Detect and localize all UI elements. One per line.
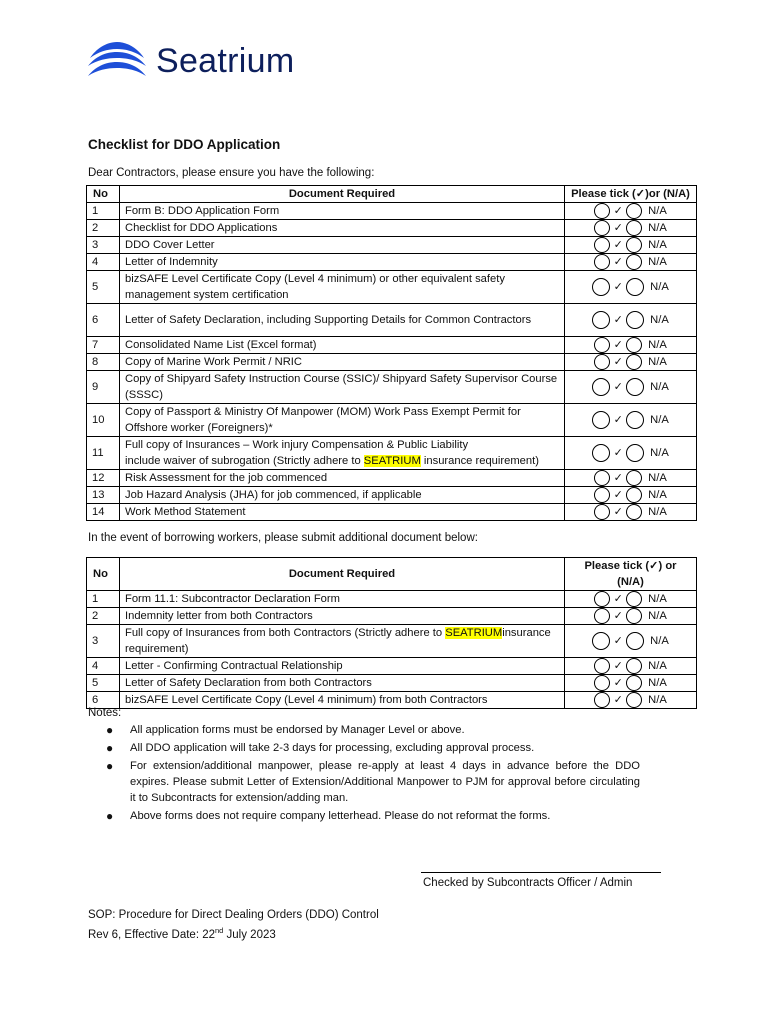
table-row	[87, 692, 697, 709]
na-circle-icon[interactable]	[626, 378, 644, 396]
document-required: Copy of Marine Work Permit / NRIC	[120, 354, 565, 371]
check-mark-icon: ✓	[613, 694, 623, 707]
check-mark-icon: ✓	[613, 472, 623, 485]
tick-circle-icon[interactable]	[594, 591, 610, 607]
check-mark-icon: ✓	[613, 381, 623, 394]
na-label: N/A	[648, 256, 667, 269]
na-label: N/A	[648, 593, 667, 606]
check-mark-icon: ✓	[613, 635, 623, 648]
check-mark-icon: ✓	[613, 610, 623, 623]
check-mark-icon: ✓	[613, 281, 623, 294]
na-label: N/A	[648, 472, 667, 485]
row-number: 4	[87, 658, 120, 675]
note-item: ● All application forms must be endorsed by Manager Level or above.	[106, 723, 465, 737]
bullet-icon: ●	[106, 759, 114, 773]
header-document: Document Required	[120, 558, 565, 591]
tick-options	[565, 271, 697, 304]
na-label: N/A	[650, 635, 669, 648]
tick-circle-icon[interactable]	[594, 337, 610, 353]
tick-circle-icon[interactable]	[594, 487, 610, 503]
document-required: Copy of Passport & Ministry Of Manpower (MOM) Work Pass Exempt Permit for Offshore worker (Foreigners)*	[120, 404, 565, 437]
table-row	[87, 254, 697, 271]
table-row	[87, 237, 697, 254]
document-required: Checklist for DDO Applications	[120, 220, 565, 237]
na-label: N/A	[648, 489, 667, 502]
check-mark-icon: ✓	[613, 506, 623, 519]
na-circle-icon[interactable]	[626, 632, 644, 650]
na-label: N/A	[648, 239, 667, 252]
bullet-icon: ●	[106, 723, 114, 737]
na-label: N/A	[648, 660, 667, 673]
na-circle-icon[interactable]	[626, 444, 644, 462]
tick-circle-icon[interactable]	[594, 608, 610, 624]
na-label: N/A	[650, 414, 669, 427]
row-number: 11	[87, 437, 120, 470]
tick-options	[565, 487, 697, 504]
table-row	[87, 675, 697, 692]
na-circle-icon[interactable]	[626, 337, 642, 353]
intro-text-2: In the event of borrowing workers, please submit additional document below:	[88, 532, 478, 544]
na-circle-icon[interactable]	[626, 237, 642, 253]
note-item: ● For extension/additional manpower, please re-apply at least 4 days in advance before the DDO expires. Please submit Letter of Extension/Additional Manpower to PJM for approval before circulating it to Subcontracts for extension/adding man.	[106, 759, 640, 804]
tick-circle-icon[interactable]	[592, 632, 610, 650]
table-row	[87, 608, 697, 625]
na-circle-icon[interactable]	[626, 254, 642, 270]
document-required: Letter of Safety Declaration, including Supporting Details for Common Contractors	[120, 304, 565, 337]
tick-options	[565, 504, 697, 521]
table-row	[87, 354, 697, 371]
document-required: Form B: DDO Application Form	[120, 203, 565, 220]
document-required: Letter of Safety Declaration from both Contractors	[120, 675, 565, 692]
check-mark-icon: ✓	[613, 660, 623, 673]
tick-circle-icon[interactable]	[592, 311, 610, 329]
document-required: Indemnity letter from both Contractors	[120, 608, 565, 625]
note-item: ● All DDO application will take 2-3 days for processing, excluding approval process.	[106, 741, 535, 755]
row-number: 1	[87, 203, 120, 220]
na-label: N/A	[648, 205, 667, 218]
na-circle-icon[interactable]	[626, 591, 642, 607]
document-required: Form 11.1: Subcontractor Declaration Form	[120, 591, 565, 608]
seatrium-wave-icon	[86, 40, 148, 82]
tick-circle-icon[interactable]	[592, 378, 610, 396]
document-title: Checklist for DDO Application	[88, 137, 281, 152]
na-circle-icon[interactable]	[626, 608, 642, 624]
footer-revision: Rev 6, Effective Date: 22nd July 2023	[88, 926, 276, 941]
na-label: N/A	[648, 356, 667, 369]
company-logo	[86, 40, 294, 82]
na-label: N/A	[648, 339, 667, 352]
tick-options	[565, 337, 697, 354]
document-required: Risk Assessment for the job commenced	[120, 470, 565, 487]
document-required: Work Method Statement	[120, 504, 565, 521]
table-row	[87, 625, 697, 658]
table-row	[87, 271, 697, 304]
tick-circle-icon[interactable]	[594, 354, 610, 370]
header-no: No	[87, 558, 120, 591]
na-label: N/A	[648, 677, 667, 690]
bullet-icon: ●	[106, 741, 114, 755]
tick-options	[565, 591, 697, 608]
na-circle-icon[interactable]	[626, 658, 642, 674]
table-row	[87, 591, 697, 608]
note-item: ● Above forms does not require company letterhead. Please do not reformat the forms.	[106, 809, 551, 823]
tick-options	[565, 220, 697, 237]
table-row	[87, 437, 697, 470]
tick-options	[565, 304, 697, 337]
na-label: N/A	[650, 381, 669, 394]
table-row	[87, 304, 697, 337]
document-required: Job Hazard Analysis (JHA) for job commenced, if applicable	[120, 487, 565, 504]
check-mark-icon: ✓	[613, 239, 623, 252]
na-circle-icon[interactable]	[626, 278, 644, 296]
signature-label: Checked by Subcontracts Officer / Admin	[423, 877, 633, 889]
notes-label: Notes:	[88, 707, 122, 719]
check-mark-icon: ✓	[613, 256, 623, 269]
na-circle-icon[interactable]	[626, 470, 642, 486]
table-row	[87, 404, 697, 437]
tick-circle-icon[interactable]	[594, 504, 610, 520]
tick-circle-icon[interactable]	[592, 444, 610, 462]
tick-circle-icon[interactable]	[594, 203, 610, 219]
bullet-icon: ●	[106, 809, 114, 823]
tick-circle-icon[interactable]	[594, 692, 610, 708]
row-number: 12	[87, 470, 120, 487]
table-row	[87, 337, 697, 354]
check-mark-icon: ✓	[613, 677, 623, 690]
na-label: N/A	[648, 222, 667, 235]
row-number: 13	[87, 487, 120, 504]
row-number: 6	[87, 304, 120, 337]
check-mark-icon: ✓	[613, 222, 623, 235]
document-required: DDO Cover Letter	[120, 237, 565, 254]
table-row	[87, 220, 697, 237]
na-label: N/A	[648, 610, 667, 623]
na-circle-icon[interactable]	[626, 220, 642, 236]
na-circle-icon[interactable]	[626, 675, 642, 691]
na-label: N/A	[650, 314, 669, 327]
tick-options	[565, 404, 697, 437]
tick-circle-icon[interactable]	[594, 220, 610, 236]
check-mark-icon: ✓	[613, 314, 623, 327]
document-required: bizSAFE Level Certificate Copy (Level 4 minimum) from both Contractors	[120, 692, 565, 709]
row-number: 7	[87, 337, 120, 354]
na-circle-icon[interactable]	[626, 504, 642, 520]
notes-list	[88, 722, 640, 826]
tick-circle-icon[interactable]	[592, 411, 610, 429]
row-number: 5	[87, 675, 120, 692]
logo-text: Seatrium	[156, 41, 295, 80]
na-circle-icon[interactable]	[626, 203, 642, 219]
signature-line[interactable]	[421, 872, 661, 873]
na-label: N/A	[648, 694, 667, 707]
tick-circle-icon[interactable]	[594, 658, 610, 674]
table-row	[87, 658, 697, 675]
document-required: Letter - Confirming Contractual Relationship	[120, 658, 565, 675]
na-label: N/A	[648, 506, 667, 519]
tick-options	[565, 254, 697, 271]
na-circle-icon[interactable]	[626, 311, 644, 329]
tick-options	[565, 203, 697, 220]
header-document: Document Required	[120, 186, 565, 203]
check-mark-icon: ✓	[613, 414, 623, 427]
tick-circle-icon[interactable]	[594, 254, 610, 270]
document-required: Consolidated Name List (Excel format)	[120, 337, 565, 354]
intro-text-1: Dear Contractors, please ensure you have the following:	[88, 167, 375, 179]
table-row	[87, 487, 697, 504]
document-required: bizSAFE Level Certificate Copy (Level 4 minimum) or other equivalent safety management system certification	[120, 271, 565, 304]
na-label: N/A	[650, 447, 669, 460]
tick-circle-icon[interactable]	[592, 278, 610, 296]
header-tick: Please tick (✓)or (N/A)	[565, 186, 697, 203]
tick-options	[565, 658, 697, 675]
tick-options	[565, 692, 697, 709]
footer-sop: SOP: Procedure for Direct Dealing Orders (DDO) Control	[88, 909, 379, 921]
table-row	[87, 371, 697, 404]
na-label: N/A	[650, 281, 669, 294]
header-no: No	[87, 186, 120, 203]
check-mark-icon: ✓	[613, 356, 623, 369]
header-tick: Please tick (✓) or (N/A)	[565, 558, 697, 591]
tick-options	[565, 354, 697, 371]
row-number: 3	[87, 237, 120, 254]
check-mark-icon: ✓	[613, 339, 623, 352]
tick-circle-icon[interactable]	[594, 470, 610, 486]
document-required: Full copy of Insurances – Work injury Compensation & Public Liability include waiver of subrogation (Strictly adhere to SEATRIUM insurance requirement)	[120, 437, 565, 470]
check-mark-icon: ✓	[613, 489, 623, 502]
tick-circle-icon[interactable]	[594, 675, 610, 691]
tick-options	[565, 608, 697, 625]
na-circle-icon[interactable]	[626, 411, 644, 429]
row-number: 8	[87, 354, 120, 371]
document-required: Letter of Indemnity	[120, 254, 565, 271]
document-required: Copy of Shipyard Safety Instruction Course (SSIC)/ Shipyard Safety Supervisor Course (SSSC)	[120, 371, 565, 404]
tick-options	[565, 470, 697, 487]
tick-circle-icon[interactable]	[594, 237, 610, 253]
na-circle-icon[interactable]	[626, 354, 642, 370]
tick-options	[565, 237, 697, 254]
tick-options	[565, 371, 697, 404]
tick-options	[565, 625, 697, 658]
table-row	[87, 504, 697, 521]
table-row	[87, 470, 697, 487]
check-mark-icon: ✓	[613, 593, 623, 606]
row-number: 5	[87, 271, 120, 304]
document-required: Full copy of Insurances from both Contractors (Strictly adhere to SEATRIUMinsurance requirement)	[120, 625, 565, 658]
ddo-document-table	[86, 185, 697, 521]
table-row	[87, 203, 697, 220]
tick-options	[565, 675, 697, 692]
row-number: 1	[87, 591, 120, 608]
check-mark-icon: ✓	[613, 205, 623, 218]
row-number: 10	[87, 404, 120, 437]
na-circle-icon[interactable]	[626, 487, 642, 503]
row-number: 6	[87, 692, 120, 709]
row-number: 4	[87, 254, 120, 271]
tick-options	[565, 437, 697, 470]
na-circle-icon[interactable]	[626, 692, 642, 708]
borrowing-workers-table	[86, 557, 697, 709]
row-number: 14	[87, 504, 120, 521]
row-number: 3	[87, 625, 120, 658]
row-number: 2	[87, 608, 120, 625]
check-mark-icon: ✓	[613, 447, 623, 460]
row-number: 9	[87, 371, 120, 404]
row-number: 2	[87, 220, 120, 237]
